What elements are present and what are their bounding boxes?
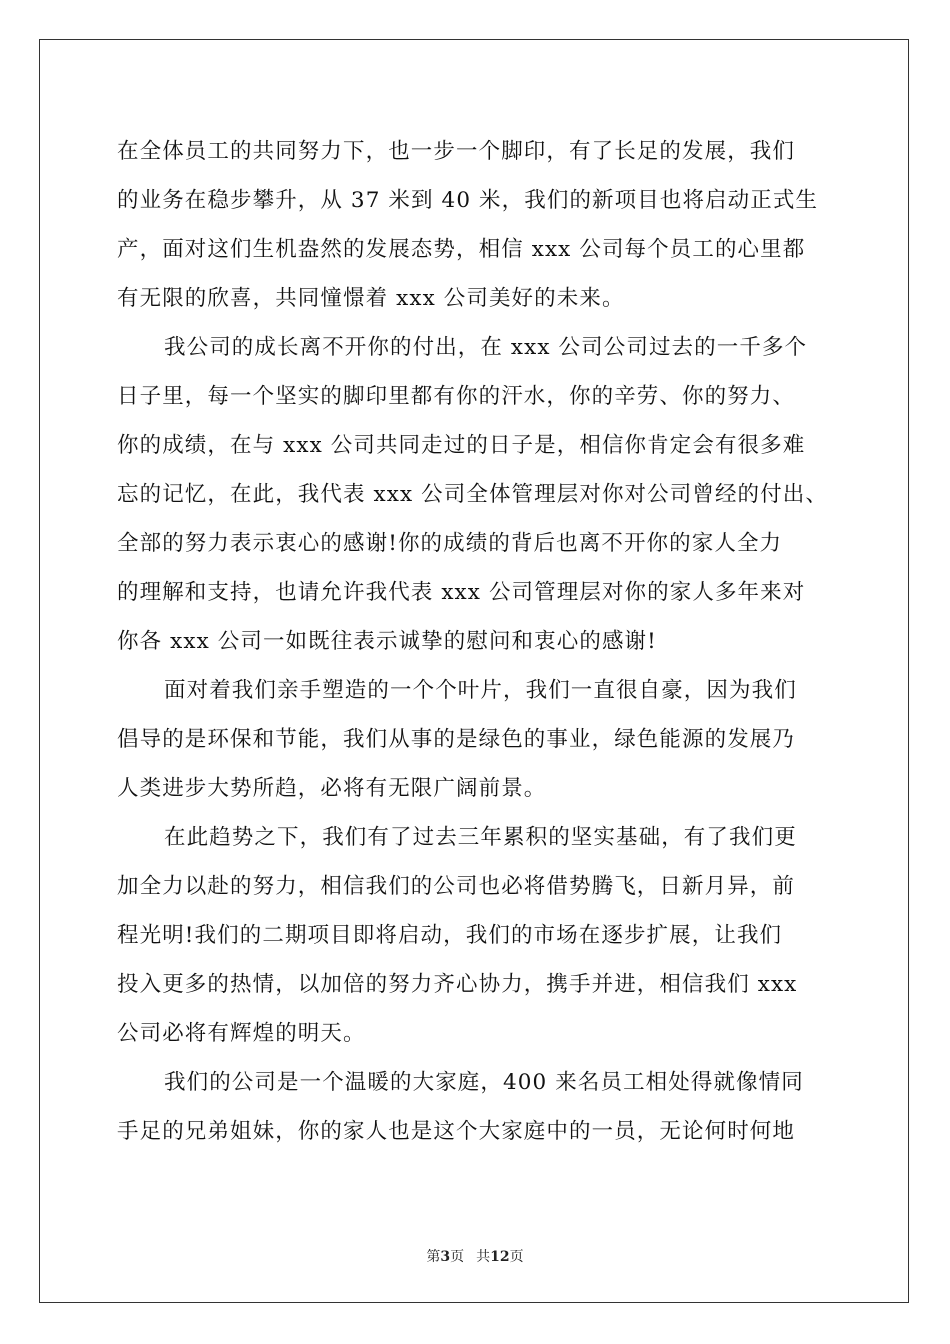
text-line: 的业务在稳步攀升，从 37 米到 40 米，我们的新项目也将启动正式生 xyxy=(117,188,819,213)
footer-total-suffix: 页 xyxy=(509,1249,524,1265)
text-line: 产，面对这们生机盎然的发展态势，相信 xxx 公司每个员工的心里都 xyxy=(117,237,806,262)
text-line: 忘的记忆，在此，我代表 xxx 公司全体管理层对你对公司曾经的付出、 xyxy=(117,482,828,507)
text-line: 你的成绩，在与 xxx 公司共同走过的日子是，相信你肯定会有很多难 xyxy=(117,433,806,458)
text-line: 我公司的成长离不开你的付出，在 xxx 公司公司过去的一千多个 xyxy=(164,335,808,360)
text-line: 投入更多的热情，以加倍的努力齐心协力，携手并进，相信我们 xxx xyxy=(117,972,798,997)
text-line: 我们的公司是一个温暖的大家庭，400 来名员工相处得就像情同 xyxy=(164,1070,804,1095)
footer-total-pages: 12 xyxy=(490,1249,510,1265)
footer-total-prefix: 共 xyxy=(476,1249,491,1265)
footer-page-number: 3 xyxy=(440,1249,451,1265)
footer-page-prefix: 第 xyxy=(426,1249,441,1265)
text-line: 有无限的欣喜，共同憧憬着 xxx 公司美好的未来。 xyxy=(117,286,625,311)
page-footer xyxy=(0,1248,950,1266)
body-text xyxy=(117,127,842,1156)
text-line: 日子里，每一个坚实的脚印里都有你的汗水，你的辛劳、你的努力、 xyxy=(117,384,796,409)
text-line: 的理解和支持，也请允许我代表 xxx 公司管理层对你的家人多年来对 xyxy=(117,580,806,605)
text-line: 你各 xxx 公司一如既往表示诚挚的慰问和衷心的感谢! xyxy=(117,629,657,654)
text-line: 面对着我们亲手塑造的一个个叶片，我们一直很自豪，因为我们 xyxy=(164,678,797,703)
text-line: 程光明!我们的二期项目即将启动，我们的市场在逐步扩展，让我们 xyxy=(117,923,783,948)
text-line: 在全体员工的共同努力下，也一步一个脚印，有了长足的发展，我们 xyxy=(117,139,796,164)
text-line: 在此趋势之下，我们有了过去三年累积的坚实基础，有了我们更 xyxy=(164,825,797,850)
text-line: 全部的努力表示衷心的感谢!你的成绩的背后也离不开你的家人全力 xyxy=(117,531,783,556)
text-line: 人类进步大势所趋，必将有无限广阔前景。 xyxy=(117,776,547,801)
text-line: 公司必将有辉煌的明天。 xyxy=(117,1021,366,1046)
text-line: 倡导的是环保和节能，我们从事的是绿色的事业，绿色能源的发展乃 xyxy=(117,727,796,752)
footer-page-suffix: 页 xyxy=(450,1249,465,1265)
text-line: 手足的兄弟姐妹，你的家人也是这个大家庭中的一员，无论何时何地 xyxy=(117,1119,796,1144)
text-line: 加全力以赴的努力，相信我们的公司也必将借势腾飞，日新月异，前 xyxy=(117,874,796,899)
